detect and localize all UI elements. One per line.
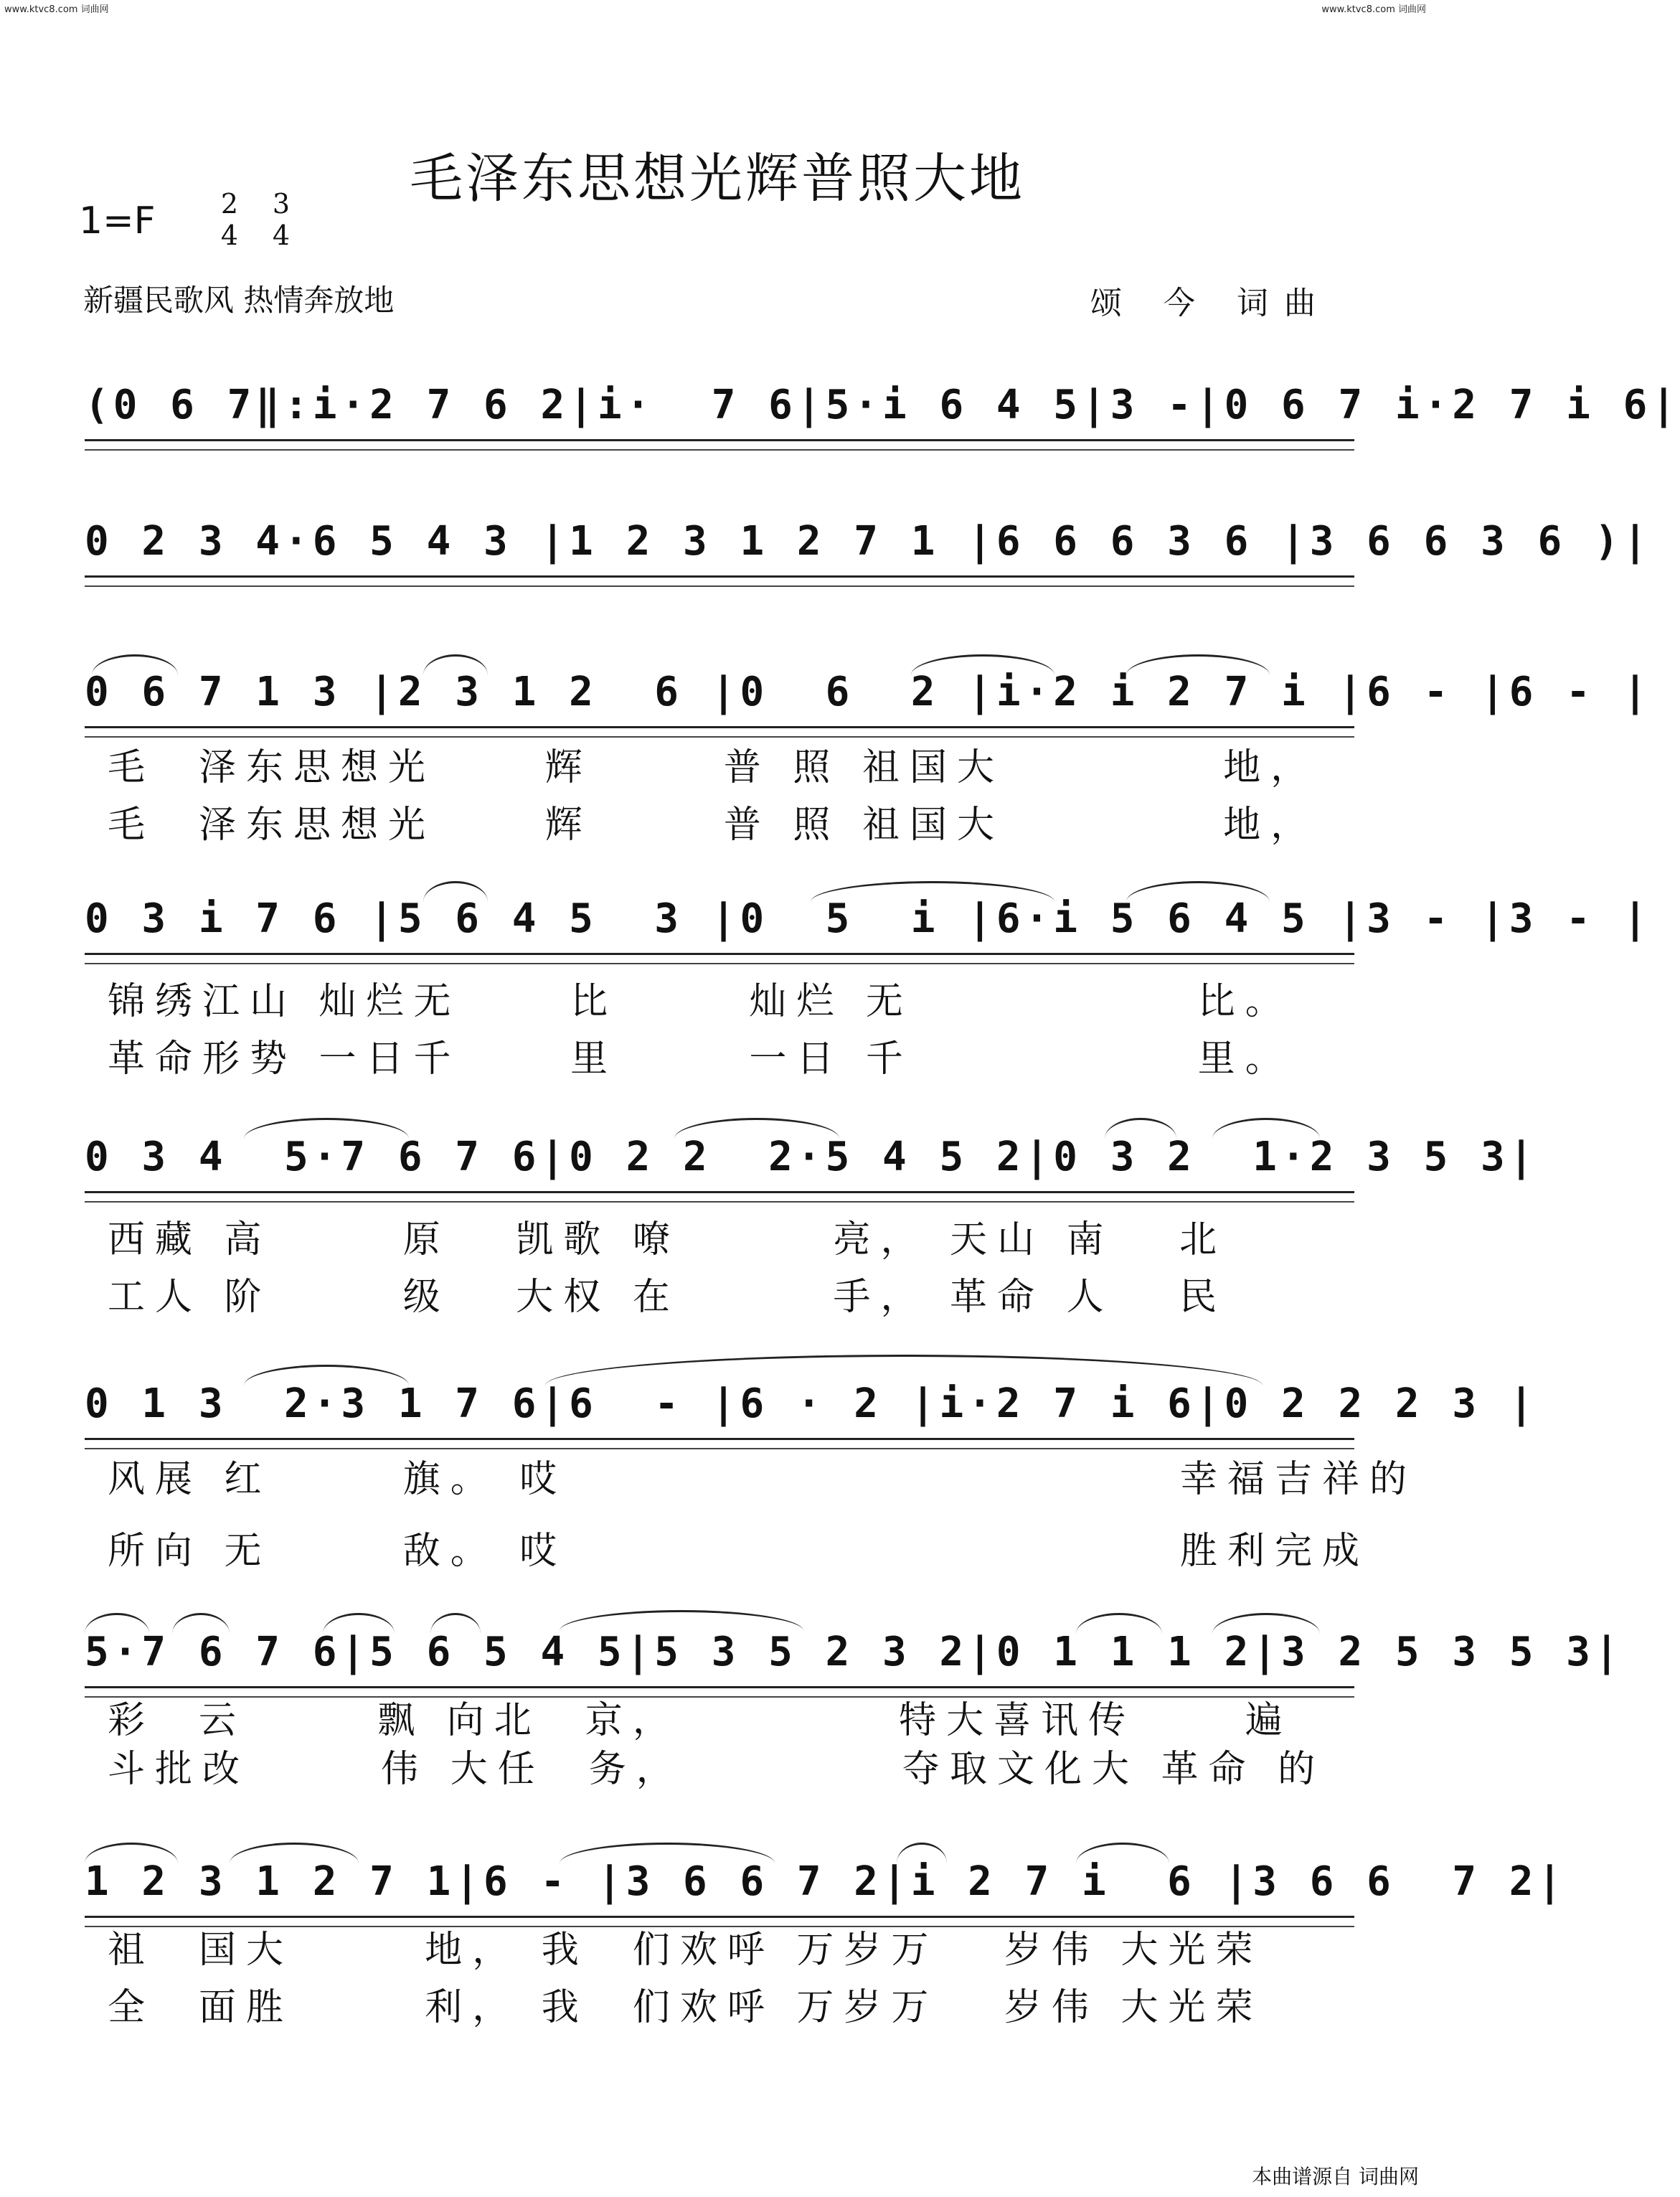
underline [85,1201,1354,1203]
key-signature: 1=F [79,199,156,243]
underline [85,736,1354,738]
song-title: 毛泽东思想光辉普照大地 [410,147,1025,210]
notation-line: (0 6 7‖:i·2 7 6 2|i· 7 6|5·i 6 4 5|3 -|0 6 7 i·2 7 i 6| [85,382,1680,428]
underline [85,1448,1354,1449]
lyric-verse-2: 工人 阶 级 大权 在 手， 革命 人 民 [108,1276,1227,1319]
lyric-verse-1: 风展 红 旗。 哎 幸福吉祥的 [108,1458,1417,1501]
underline [85,449,1354,451]
underline [85,1926,1354,1927]
underline [85,439,1354,441]
time-top: 2 [220,188,239,220]
underline [85,1916,1354,1918]
watermark-left: www.ktvc8.com 词曲网 [4,4,109,15]
time-signature-3-4 [267,188,296,251]
lyric-verse-2: 毛 泽东思想光 辉 普 照 祖国大 地， [108,804,1318,847]
notation-line: 0 3 4 5·7 6 7 6|0 2 2 2·5 4 5 2|0 3 2 1·2 3 5 3| [85,1134,1538,1180]
lyric-verse-1: 毛 泽东思想光 辉 普 照 祖国大 地， [108,746,1318,789]
lyric-verse-1: 西藏 高 原 凯歌 嘹 亮， 天山 南 北 [108,1218,1227,1261]
notation-line: 5·7 6 7 6|5 6 5 4 5|5 3 5 2 3 2|0 1 1 1 2|3 2 5 3 5 3| [85,1629,1623,1675]
underline [85,953,1354,955]
lyric-verse-2: 所向 无 敌。 哎 胜利完成 [108,1530,1370,1573]
time-bottom: 4 [220,220,239,251]
lyric-verse-1: 锦绣江山 灿烂无 比 灿烂 无 比。 [108,980,1293,1023]
underline [85,1686,1354,1688]
notation-line: 0 6 7 1 3 |2 3 1 2 6 |0 6 2 |i·2 i 2 7 i |6 - |6 - | [85,669,1652,715]
time-bottom: 4 [272,220,291,251]
notation-line: 0 1 3 2·3 1 7 6|6 - |6 · 2 |i·2 7 i 6|0 2 2 2 3 | [85,1380,1538,1427]
underline [85,575,1354,578]
footer-source: 本曲谱源自 词曲网 [1252,2165,1419,2188]
notation-line: 0 2 3 4·6 5 4 3 |1 2 3 1 2 7 1 |6 6 6 3 6 |3 6 6 3 6 )| [85,518,1652,565]
lyric-verse-2: 斗批改 伟 大任 务， 夺取文化大 革命 的 [108,1748,1326,1791]
underline [85,726,1354,728]
underline [85,1696,1354,1698]
time-top: 3 [272,188,291,220]
author-credit: 颂 今 词曲 [1090,285,1331,321]
underline [85,585,1354,587]
underline [85,963,1354,964]
notation-line: 1 2 3 1 2 7 1|6 - |3 6 6 7 2|i 2 7 i 6 |3 6 6 7 2| [85,1858,1567,1905]
watermark-right: www.ktvc8.com 词曲网 [1321,4,1426,15]
underline [85,1191,1354,1193]
style-note: 新疆民歌风 热情奔放地 [83,283,395,318]
lyric-verse-1: 彩 云 飘 向北 京， 特大喜讯传 遍 [108,1699,1293,1742]
time-signature-2-4 [215,188,244,251]
lyric-verse-1: 祖 国大 地， 我 们欢呼 万岁万 岁伟 大光荣 [108,1929,1263,1972]
lyric-verse-2: 革命形势 一日千 里 一日 千 里。 [108,1038,1293,1081]
underline [85,1438,1354,1440]
notation-line: 0 3 i 7 6 |5 6 4 5 3 |0 5 i |6·i 5 6 4 5 |3 - |3 - | [85,895,1652,942]
lyric-verse-2: 全 面胜 利， 我 们欢呼 万岁万 岁伟 大光荣 [108,1986,1263,2029]
